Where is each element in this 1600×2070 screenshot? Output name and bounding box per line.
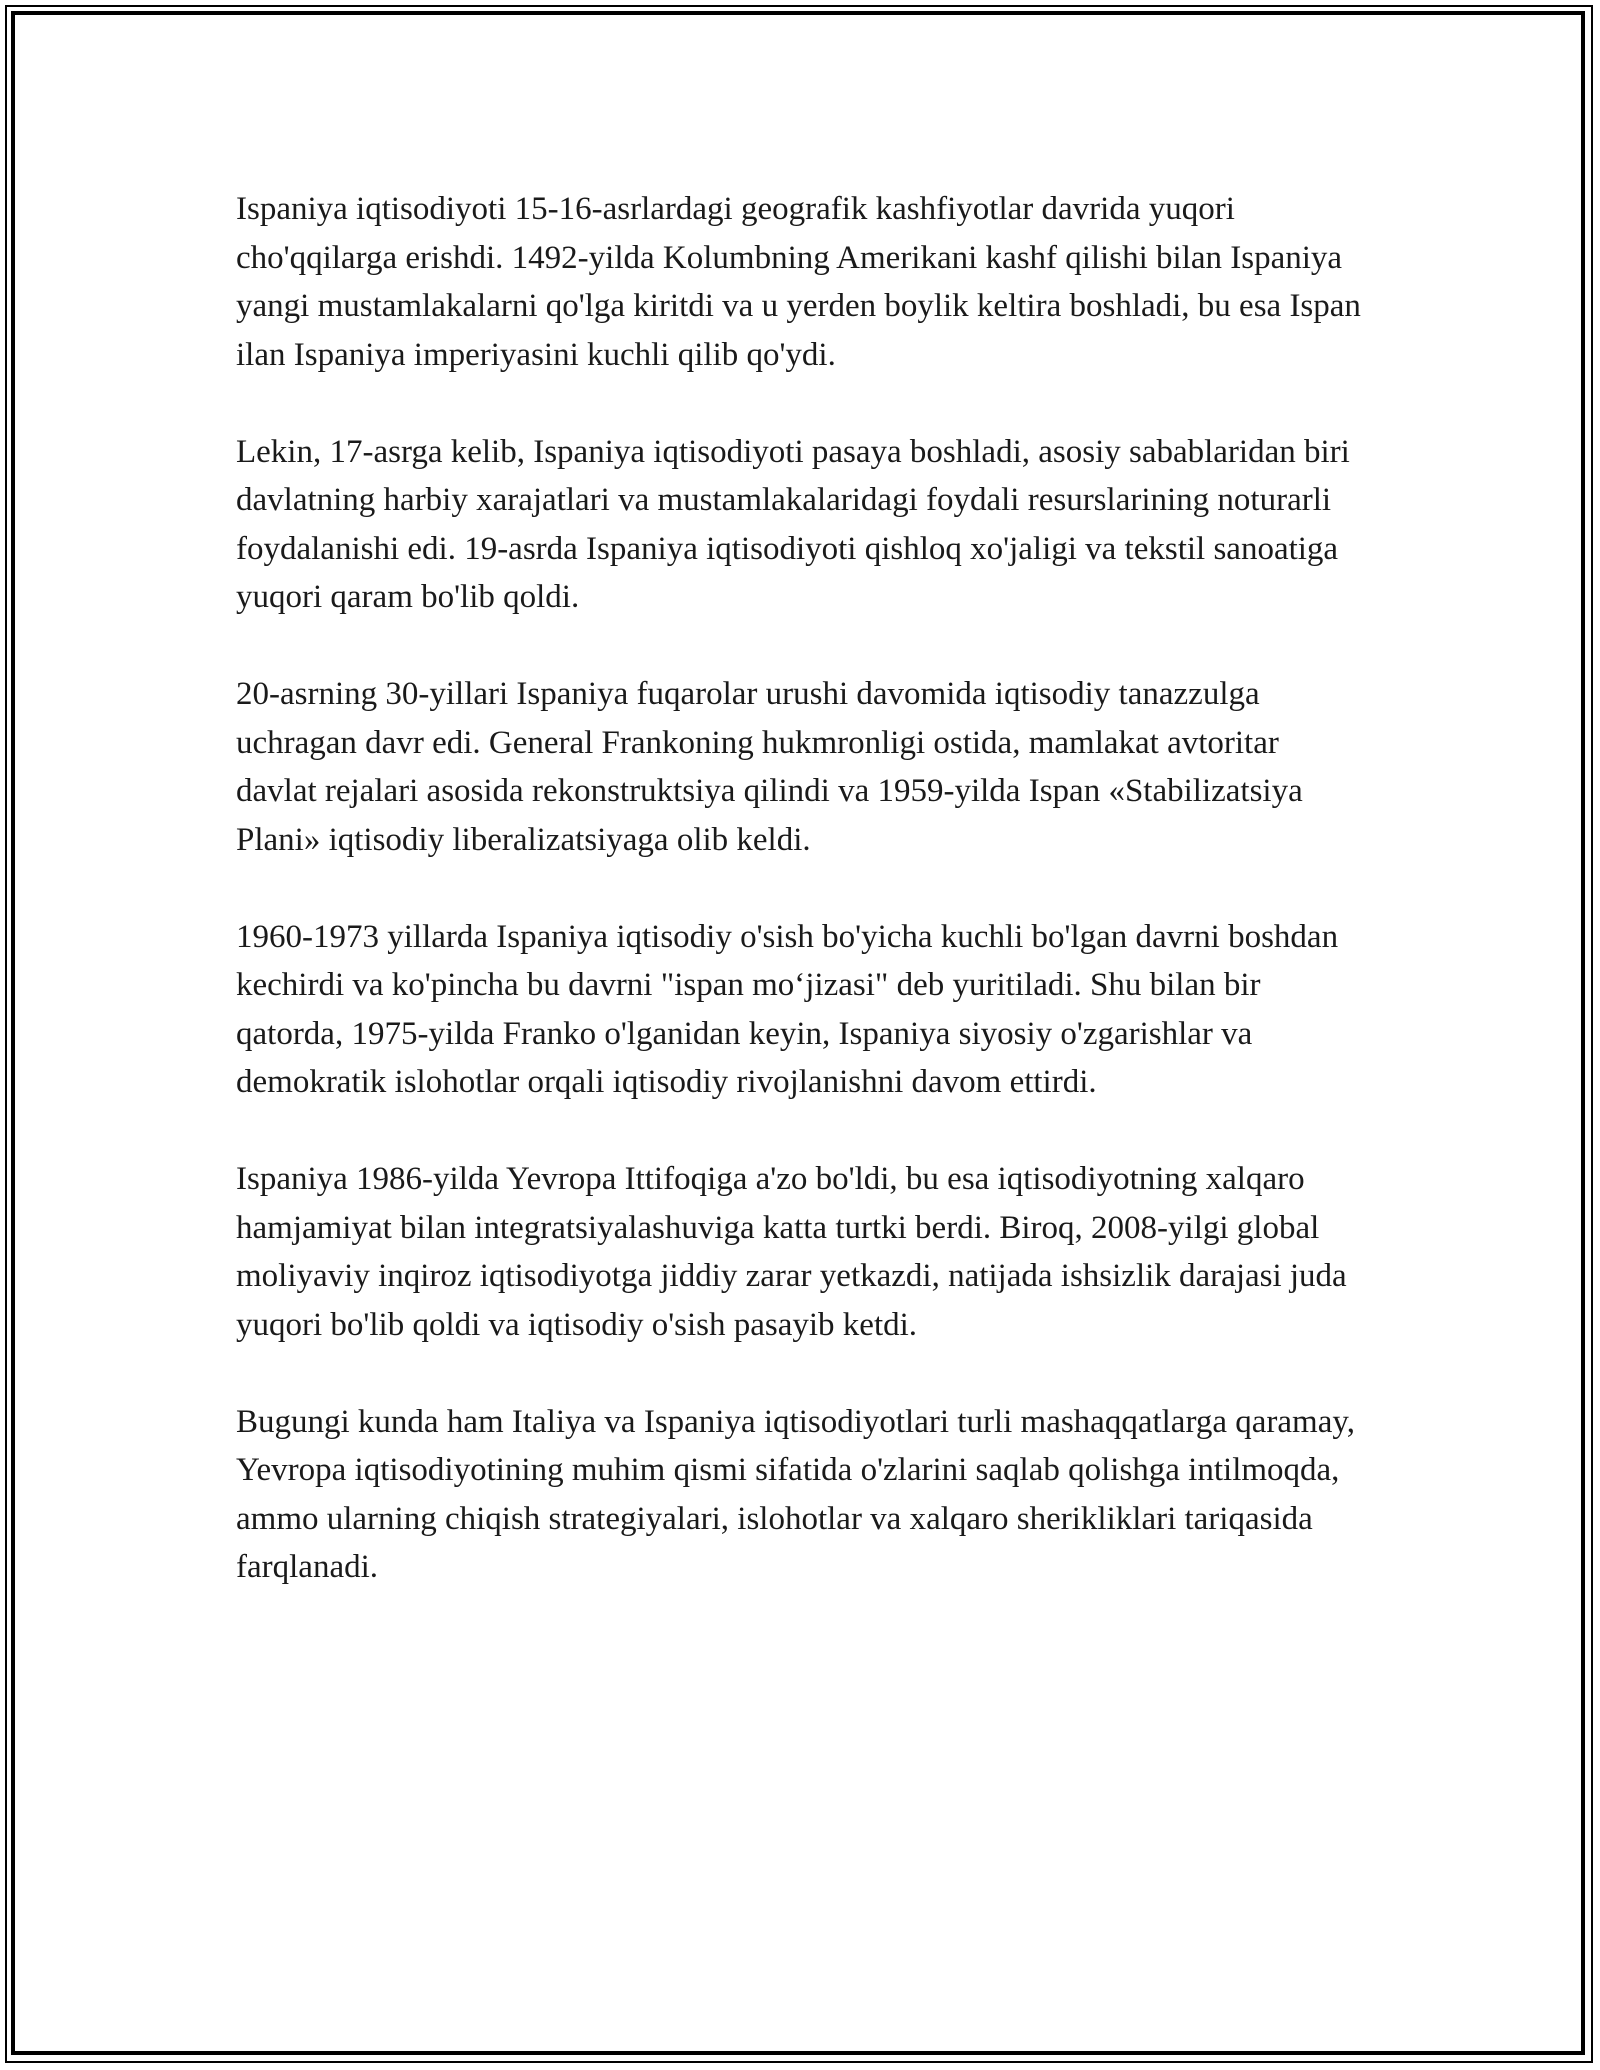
paragraph-4: 1960-1973 yillarda Ispaniya iqtisodiy o'sish bo'yicha kuchli bo'lgan davrni boshdan kechirdi va ko'pincha bu davrni "ispan mo‘jizasi" deb yuritiladi. Shu bilan bir qatorda, 1975-yilda Franko o'lganidan keyin, Ispaniya siyosiy o'zgarishlar va demokratik islohotlar orqali iqtisodiy rivojlanishni davom ettirdi. <box>236 918 1339 1100</box>
document-body <box>236 185 1366 1640</box>
paragraph-5: Ispaniya 1986-yilda Yevropa Ittifoqiga a'zo bo'ldi, bu esa iqtisodiyotning xalqaro hamjamiyat bilan integratsiyalashuviga katta turtki berdi. Biroq, 2008-yilgi global moliyaviy inqiroz iqtisodiyotga jiddiy zarar yetkazdi, natijada ishsizlik darajasi juda yuqori bo'lib qoldi va iqtisodiy o'sish pasayib ketdi. <box>236 1161 1347 1343</box>
paragraph-2: Lekin, 17-asrga kelib, Ispaniya iqtisodiyoti pasaya boshladi, asosiy sabablaridan biri davlatning harbiy xarajatlari va mustamlakalaridagi foydali resurslarining noturarli foydalanishi edi. 19-asrda Ispaniya iqtisodiyoti qishloq xo'jaligi va tekstil sanoatiga yuqori qaram bo'lib qoldi. <box>236 433 1350 615</box>
paragraph-6: Bugungi kunda ham Italiya va Ispaniya iqtisodiyotlari turli mashaqqatlarga qaramay, Yevropa iqtisodiyotining muhim qismi sifatida o'zlarini saqlab qolishga intilmoqda, ammo ularning chiqish strategiyalari, islohotlar va xalqaro sherikliklari tariqasida farqlanadi. <box>236 1403 1355 1585</box>
paragraph-3: 20-asrning 30-yillari Ispaniya fuqarolar urushi davomida iqtisodiy tanazzulga uchragan davr edi. General Frankoning hukmronligi ostida, mamlakat avtoritar davlat rejalari asosida rekonstruktsiya qilindi va 1959-yilda Ispan «Stabilizatsiya Plani» iqtisodiy liberalizatsiyaga olib keldi. <box>236 676 1303 858</box>
paragraph-1: Ispaniya iqtisodiyoti 15-16-asrlardagi geografik kashfiyotlar davrida yuqori cho'qqilarga erishdi. 1492-yilda Kolumbning Amerikani kashf qilishi bilan Ispaniya yangi mustamlakalarni qo'lga kiritdi va u yerden boylik keltira boshladi, bu esa Ispan ilan Ispaniya imperiyasini kuchli qilib qo'ydi. <box>236 191 1361 373</box>
